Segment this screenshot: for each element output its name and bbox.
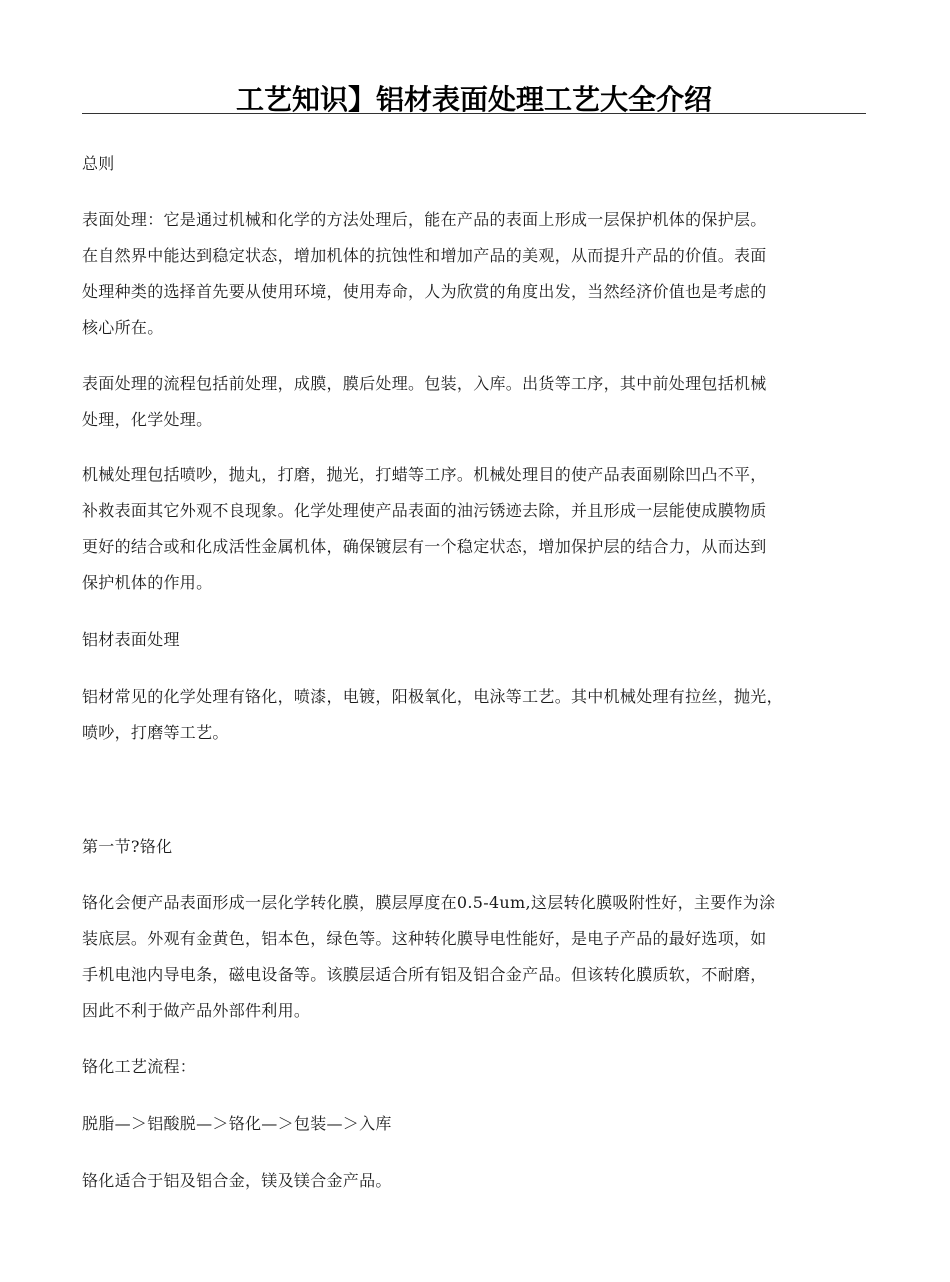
text-line: 在自然界中能达到稳定状态，增加机体的抗蚀性和增加产品的美观，从而提升产品的价值。表面: [82, 246, 767, 265]
text-line: 因此不利于做产品外部件利用。: [82, 1001, 311, 1020]
text-line: 第一节?铬化: [82, 837, 173, 856]
paragraph-chromating: [82, 885, 862, 1029]
text-line: 铬化适合于铝及铝合金，镁及镁合金产品。: [82, 1171, 392, 1190]
title-underline: [82, 113, 866, 114]
paragraph-process-flow: [82, 366, 862, 438]
section-heading-chromating-process: [82, 1049, 862, 1085]
text-line: 表面处理的流程包括前处理，成膜，膜后处理。包装，入库。出货等工序，其中前处理包括机械: [82, 374, 767, 393]
text-line: 铝材表面处理: [82, 630, 180, 649]
text-line: 处理，化学处理。: [82, 410, 213, 429]
text-line: 手机电池内导电条，磁电设备等。该膜层适合所有铝及铝合金产品。但该转化膜质软，不耐磨，: [82, 965, 767, 984]
document-title: 工艺知识】铝材表面处理工艺大全介绍: [235, 83, 712, 116]
text-line: 核心所在。: [82, 318, 164, 337]
paragraph-surface-treatment: [82, 202, 862, 346]
text-line: 铝材常见的化学处理有铬化，喷漆，电镀，阳极氧化，电泳等工艺。其中机械处理有拉丝，抛光，: [82, 687, 783, 706]
section-heading-chromating: [82, 829, 862, 865]
text-line: 喷吵，打磨等工艺。: [82, 723, 229, 742]
text-line: 更好的结合或和化成活性金属机体，确保镀层有一个稳定状态，增加保护层的结合力，从而达到: [82, 537, 767, 556]
section-heading-general: [82, 146, 862, 182]
text-line: 脱脂—＞铝酸脱—＞铬化—＞包装—＞入库: [82, 1114, 392, 1133]
text-line: 保护机体的作用。: [82, 573, 213, 592]
text-line: 机械处理包括喷吵，抛丸，打磨，抛光，打蜡等工序。机械处理目的使产品表面剔除凹凸不平，: [82, 465, 767, 484]
paragraph-chromating-applicability: [82, 1163, 862, 1199]
process-flow-line: [82, 1106, 862, 1142]
section-heading-aluminum: [82, 622, 862, 658]
text-line: 表面处理：它是通过机械和化学的方法处理后，能在产品的表面上形成一层保护机体的保护层。: [82, 210, 767, 229]
text-line: 补救表面其它外观不良现象。化学处理使产品表面的油污锈迹去除，并且形成一层能使成膜物质: [82, 501, 767, 520]
paragraph-aluminum-treatments: [82, 679, 862, 751]
text-line: 铬化工艺流程：: [82, 1057, 197, 1076]
text-line: 铬化会便产品表面形成一层化学转化膜，膜层厚度在0.5-4um,这层转化膜吸附性好，主要作为涂: [82, 893, 776, 912]
text-line: 装底层。外观有金黄色，铝本色，绿色等。这种转化膜导电性能好，是电子产品的最好选项，如: [82, 929, 767, 948]
text-line: 总则: [82, 154, 115, 173]
paragraph-mechanical-treatment: [82, 457, 862, 601]
text-line: 处理种类的选择首先要从使用环境，使用寿命，人为欣赏的角度出发，当然经济价值也是考虑的: [82, 282, 767, 301]
